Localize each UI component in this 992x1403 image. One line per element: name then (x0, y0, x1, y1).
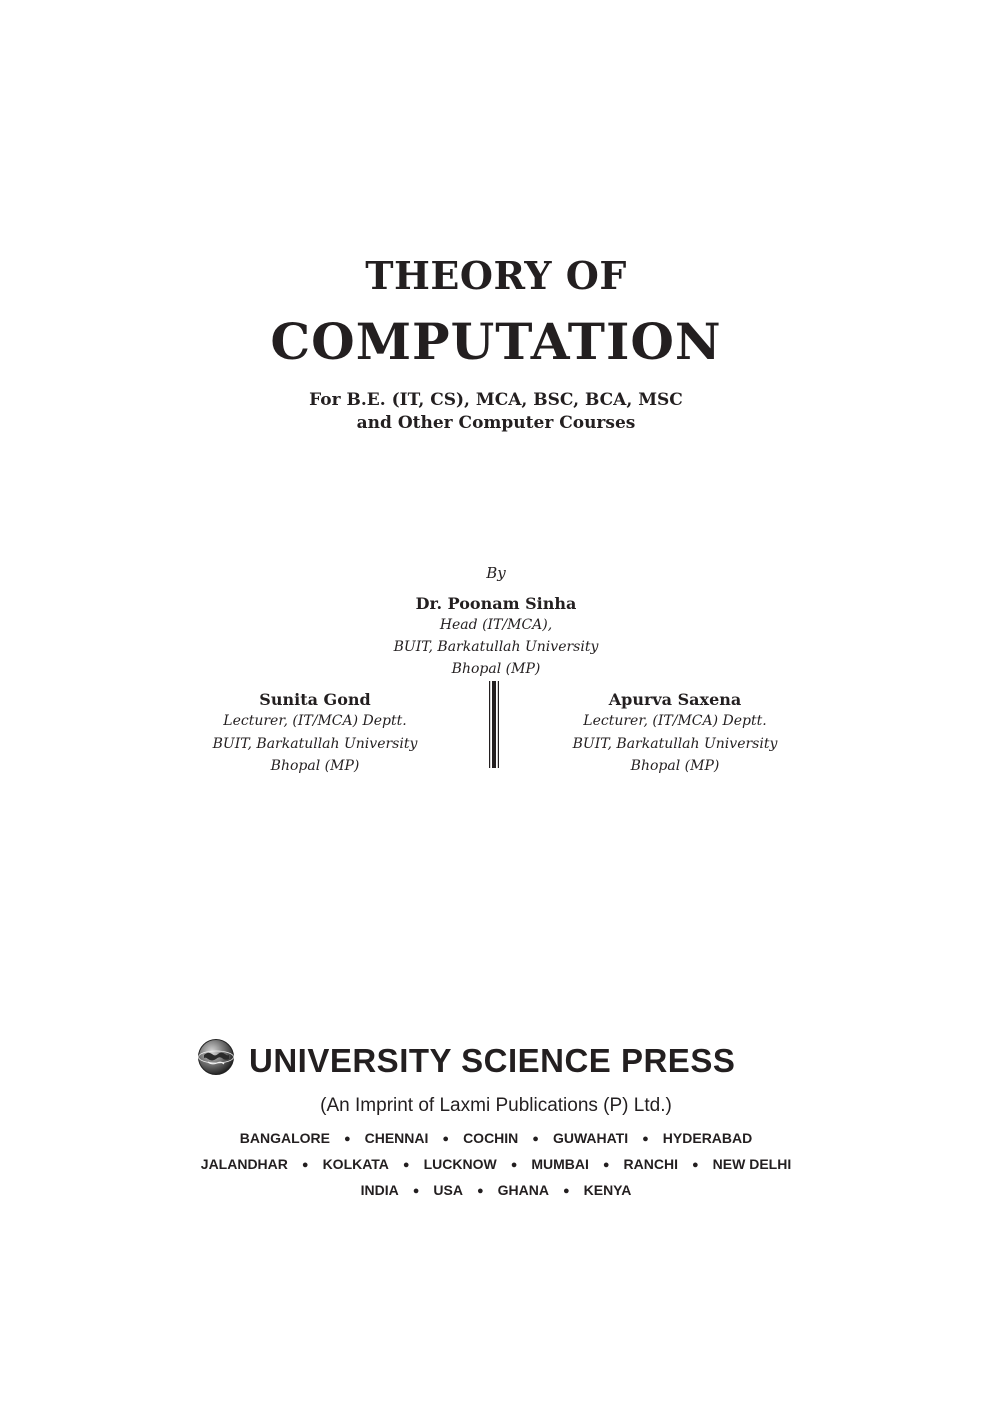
city-name: GUWAHATI (552, 1130, 629, 1146)
city-name: MUMBAI (531, 1156, 589, 1172)
coauthor-name: Apurva Saxena (608, 690, 742, 709)
bullet-separator-icon: ● (476, 1185, 484, 1197)
bullet-separator-icon: ● (692, 1159, 699, 1171)
main-author-line: Head (IT/MCA), (439, 617, 553, 633)
coauthor-line: BUIT, Barkatullah University (212, 735, 418, 752)
city-name: NEW DELHI (712, 1156, 792, 1172)
city-name: RANCHI (623, 1156, 678, 1172)
bullet-separator-icon: ● (510, 1159, 518, 1171)
coauthor-line: Bhopal (MP) (270, 758, 360, 774)
city-name: LUCKNOW (423, 1156, 497, 1172)
subtitle-line-1: For B.E. (IT, CS), MCA, BSC, BCA, MSC (309, 390, 683, 410)
subtitle (0, 389, 992, 435)
bullet-separator-icon: ● (642, 1133, 649, 1145)
city-name: KENYA (583, 1182, 632, 1198)
city-name: INDIA (360, 1182, 399, 1198)
city-name: GHANA (497, 1182, 549, 1198)
bullet-separator-icon: ● (602, 1159, 610, 1171)
main-author (0, 593, 992, 680)
coauthor-line: Bhopal (MP) (630, 758, 720, 774)
by-label: By (486, 564, 506, 582)
bullet-separator-icon: ● (442, 1133, 450, 1145)
city-row (0, 1130, 992, 1146)
city-row (0, 1182, 992, 1198)
bullet-separator-icon: ● (402, 1159, 410, 1171)
city-row (0, 1156, 992, 1172)
city-name: CHENNAI (364, 1130, 429, 1146)
bullet-separator-icon: ● (532, 1133, 539, 1145)
coauthor-line: Lecturer, (IT/MCA) Deptt. (583, 713, 767, 729)
main-author-line: Bhopal (MP) (451, 661, 541, 677)
coauthor-line: BUIT, Barkatullah University (572, 735, 778, 752)
title-line-1: THEORY OF (365, 253, 627, 298)
city-name: BANGALORE (239, 1130, 330, 1146)
bullet-separator-icon: ● (301, 1159, 309, 1171)
subtitle-line-2: and Other Computer Courses (356, 413, 636, 433)
publisher-name: UNIVERSITY SCIENCE PRESS (249, 1042, 736, 1079)
main-author-line: BUIT, Barkatullah University (393, 639, 599, 655)
coauthor-line: Lecturer, (IT/MCA) Deptt. (223, 713, 407, 729)
title-line-2: COMPUTATION (270, 312, 722, 371)
main-author-name: Dr. Poonam Sinha (415, 594, 577, 613)
bullet-separator-icon: ● (562, 1185, 570, 1197)
city-name: HYDERABAD (662, 1130, 753, 1146)
coauthor-left (185, 689, 445, 778)
city-name: KOLKATA (322, 1156, 389, 1172)
coauthor-name: Sunita Gond (259, 690, 371, 709)
city-name: JALANDHAR (200, 1156, 288, 1172)
globe-logo-icon (197, 1038, 235, 1076)
bullet-separator-icon: ● (343, 1133, 351, 1145)
city-name: COCHIN (463, 1130, 519, 1146)
bullet-separator-icon: ● (412, 1185, 420, 1197)
city-name: USA (433, 1182, 463, 1198)
coauthor-right (545, 689, 805, 778)
publisher-imprint: (An Imprint of Laxmi Publications (P) Ltd.) (320, 1095, 672, 1116)
author-divider (489, 681, 499, 768)
